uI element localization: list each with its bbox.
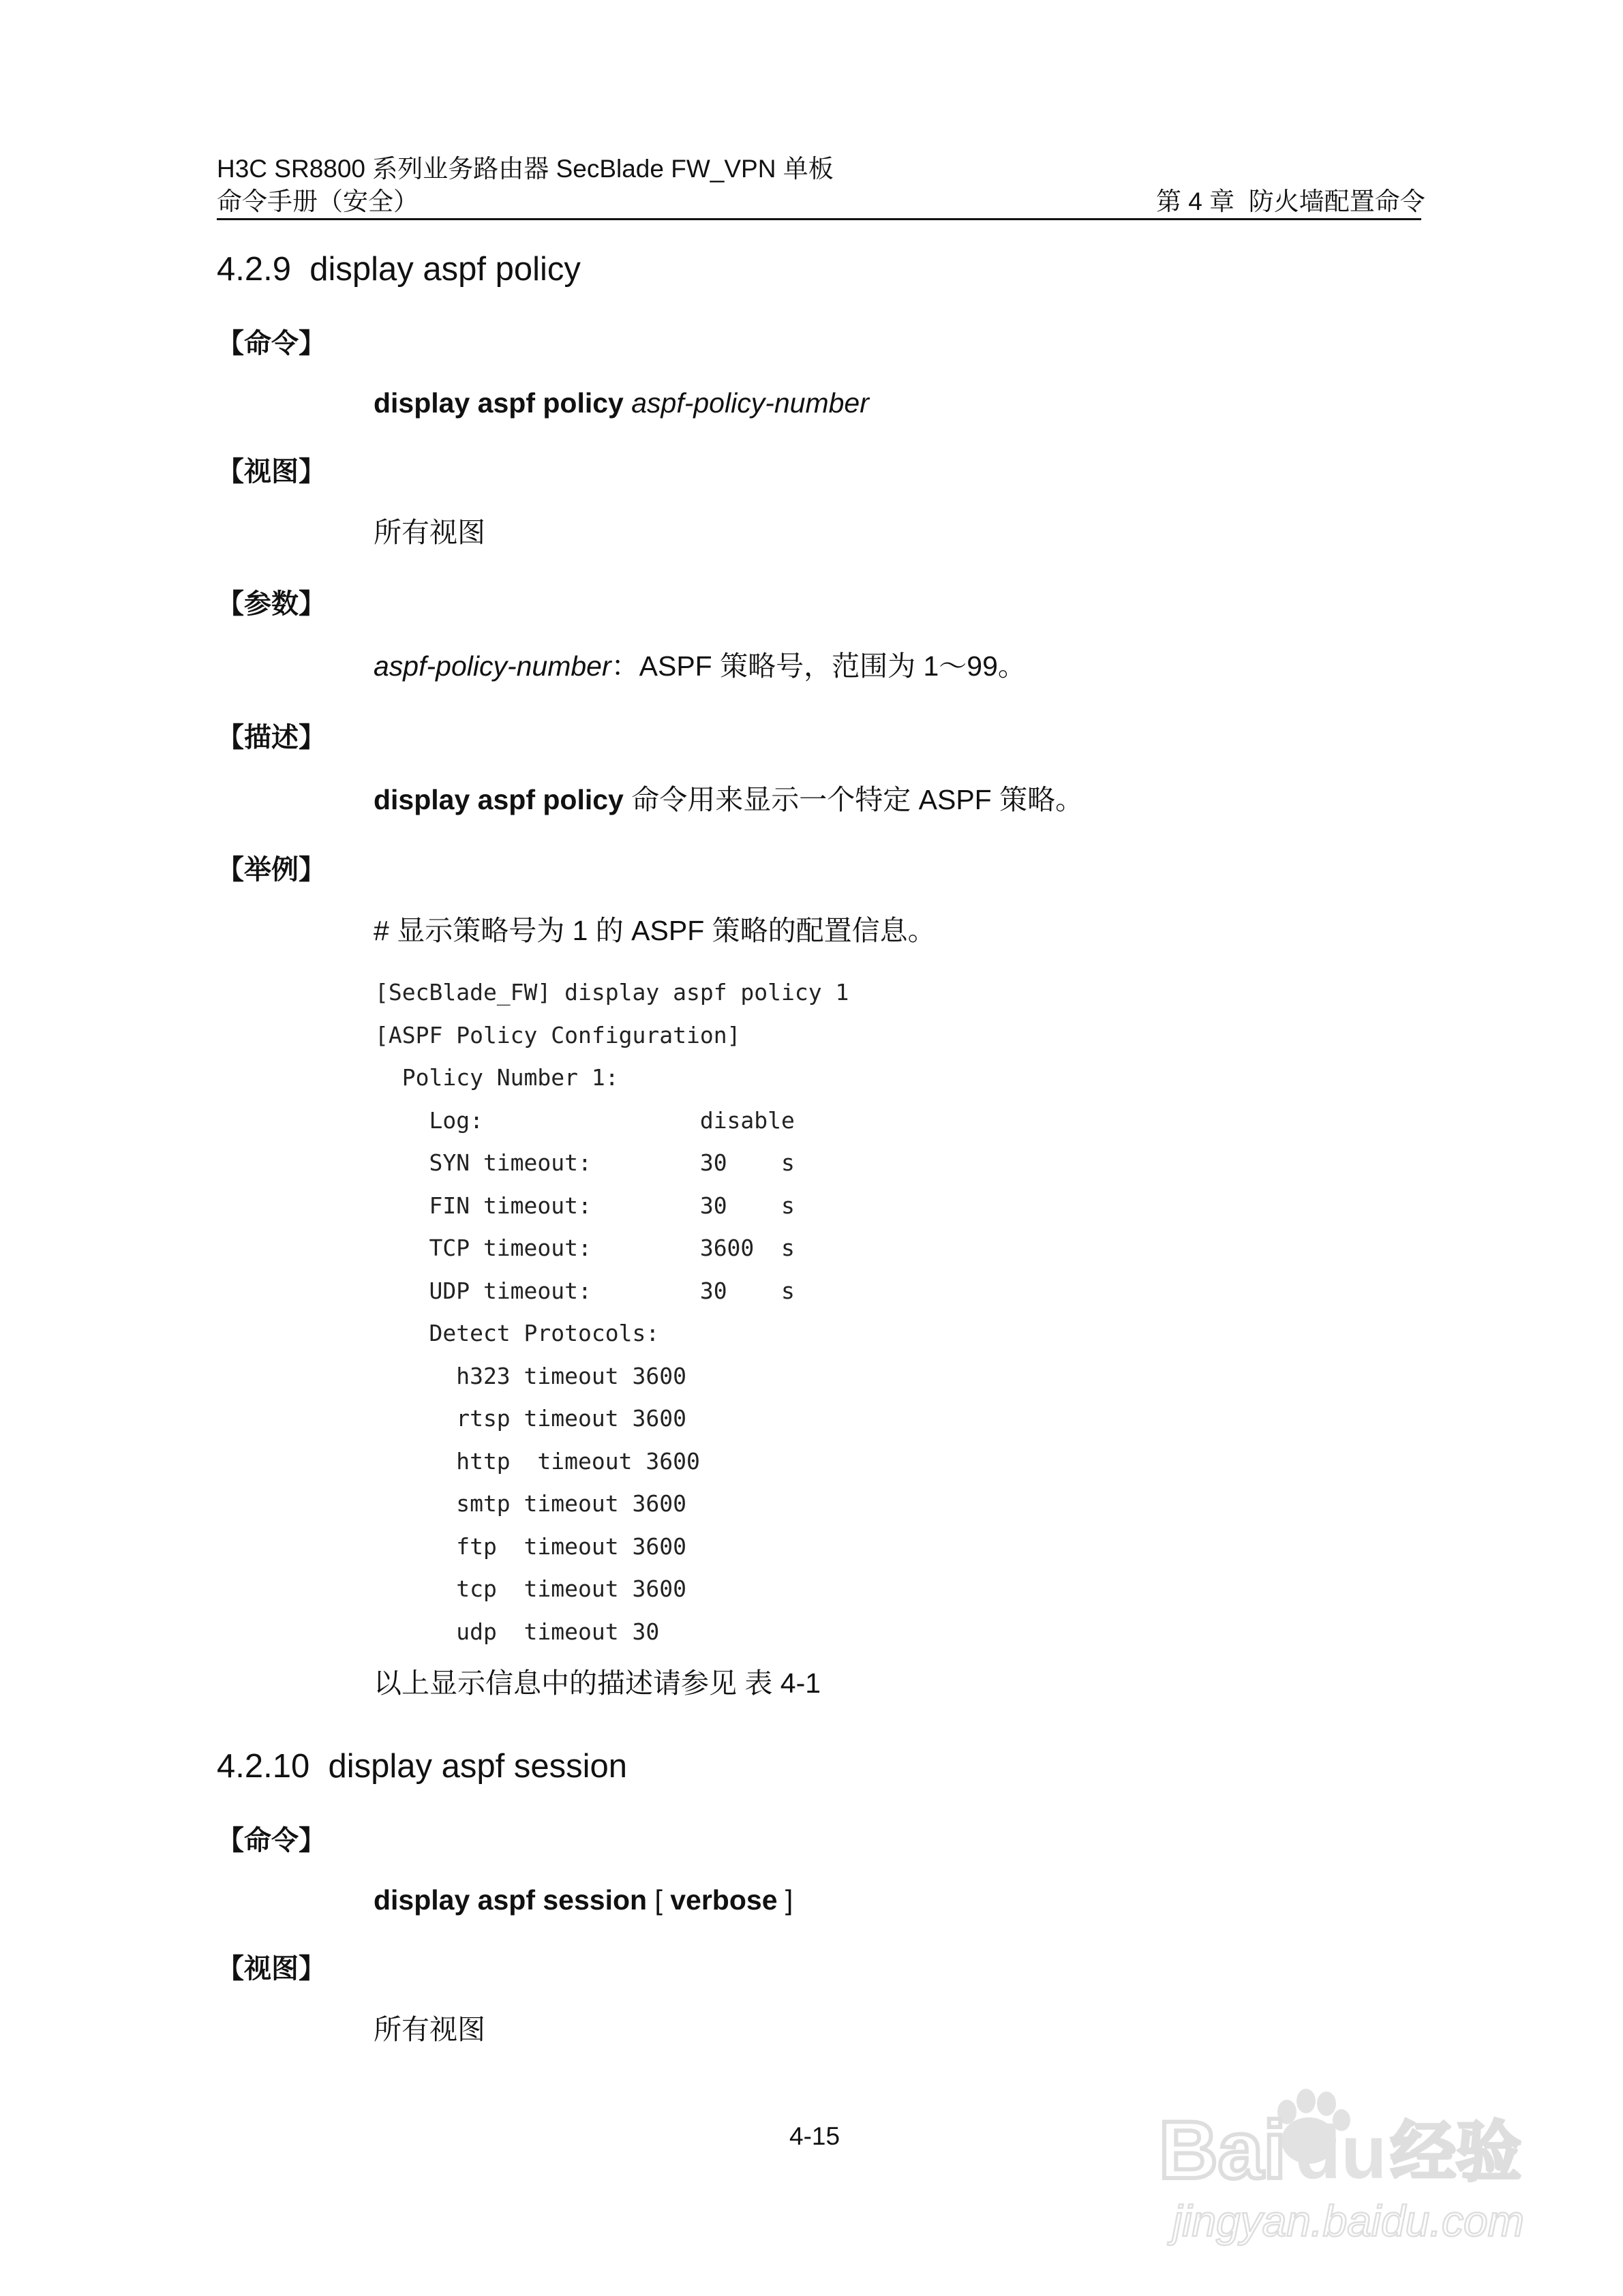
tag-example: 【举例】 [217, 854, 326, 886]
param-desc: ：ASPF 策略号，范围为 1～99。 [611, 650, 1026, 682]
code-line: Log: disable [375, 1106, 795, 1134]
code-line: SYN timeout: 30 s [375, 1149, 795, 1176]
desc-command: display aspf policy [374, 784, 624, 815]
param-name: aspf-policy-number [374, 650, 611, 682]
command-syntax [374, 386, 869, 420]
code-line: udp timeout 30 [375, 1618, 660, 1645]
tag-params: 【参数】 [217, 588, 326, 620]
header-title: H3C SR8800 系列业务路由器 SecBlade FW_VPN 单板 [217, 155, 834, 183]
paw-icon [1159, 2066, 1541, 2250]
code-line: FIN timeout: 30 s [375, 1192, 795, 1219]
code-line: [SecBlade_FW] display aspf policy 1 [375, 979, 849, 1006]
footnote: 以上显示信息中的描述请参见 表 4-1 [374, 1667, 821, 1699]
code-line: rtsp timeout 3600 [375, 1405, 686, 1432]
code-line: Policy Number 1: [375, 1064, 619, 1091]
code-output-block [375, 979, 849, 1661]
watermark-brand: Bai [1159, 2104, 1286, 2196]
header-subtitle: 命令手册（安全） [217, 187, 419, 215]
verbose-keyword: verbose [670, 1884, 778, 1916]
section-heading-aspf-policy: 4.2.9 display aspf policy [217, 251, 581, 288]
code-line: TCP timeout: 3600 s [375, 1235, 795, 1261]
code-line: h323 timeout 3600 [375, 1362, 686, 1389]
tag-view: 【视图】 [217, 456, 326, 487]
example-intro: # 显示策略号为 1 的 ASPF 策略的配置信息。 [374, 915, 936, 946]
tag-view-2: 【视图】 [217, 1953, 326, 1984]
bracket-close: ] [777, 1884, 793, 1916]
bracket-open: [ [647, 1884, 671, 1916]
command-argument: aspf-policy-number [623, 387, 869, 419]
command-keyword: display aspf policy [374, 387, 624, 419]
code-line: [ASPF Policy Configuration] [375, 1021, 741, 1048]
code-line: tcp timeout 3600 [375, 1575, 686, 1602]
header-rule [217, 218, 1421, 220]
code-line: smtp timeout 3600 [375, 1490, 686, 1517]
watermark-brand-cn: 经验 [1391, 2114, 1521, 2190]
description-line [374, 783, 1083, 817]
tag-description: 【描述】 [217, 722, 326, 753]
watermark-brand-du: du [1295, 2111, 1387, 2194]
code-line: http timeout 3600 [375, 1447, 700, 1475]
header-chapter: 第 4 章 防火墙配置命令 [1156, 187, 1425, 215]
param-line [374, 649, 1026, 683]
code-line: ftp timeout 3600 [375, 1532, 686, 1560]
desc-text: 命令用来显示一个特定 ASPF 策略。 [623, 784, 1084, 815]
command-syntax-2 [374, 1883, 793, 1917]
code-line: Detect Protocols: [375, 1320, 660, 1346]
view-text-2: 所有视图 [374, 2014, 485, 2045]
watermark-url: jingyan.baidu.com [1172, 2196, 1524, 2246]
section-heading-aspf-session: 4.2.10 display aspf session [217, 1748, 627, 1785]
baidu-jingyan-watermark [1159, 2066, 1541, 2250]
page-number: 4-15 [789, 2122, 840, 2150]
code-line: UDP timeout: 30 s [375, 1277, 795, 1304]
command-keyword-2: display aspf session [374, 1884, 648, 1916]
view-text: 所有视图 [374, 517, 485, 548]
tag-command-2: 【命令】 [217, 1825, 326, 1856]
tag-command: 【命令】 [217, 328, 326, 359]
